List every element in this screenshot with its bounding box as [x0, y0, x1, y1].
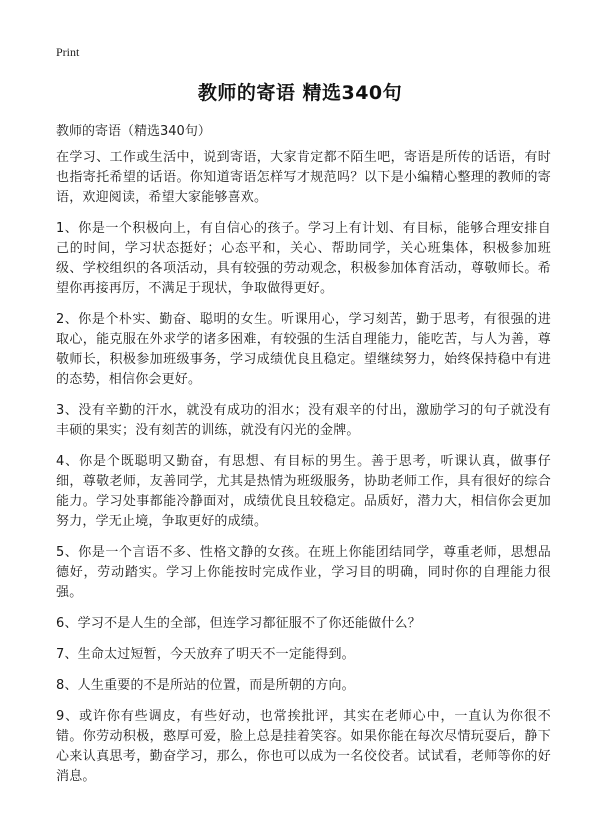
- quote-paragraph-3: 3、没有辛勤的汗水，就没有成功的泪水；没有艰辛的付出，激励学习的句子就没有丰硕的果实；没有刻苦的训练，就没有闪光的金牌。: [56, 403, 551, 438]
- quote-paragraph-6: 6、学习不是人生的全部，但连学习都征服不了你还能做什么？: [56, 616, 421, 631]
- quote-paragraph-1: 1、你是一个积极向上，有自信心的孩子。学习上有计划、有目标，能够合理安排自己的时间，学习状态挺好；心态平和，关心、帮助同学，关心班集体，积极参加班级、学校组织的各项活动，具有较强的劳动观念，积极参加体育活动，尊敬师长。希望你再接再厉，不满足于现状，争取做得更好。: [56, 221, 551, 296]
- article-body: [56, 148, 551, 798]
- quote-paragraph-2: 2、你是个朴实、勤奋、聪明的女生。听课用心，学习刻苦，勤于思考，有很强的进取心，能克服在外求学的诸多困难，有较强的生活自理能力，能吃苦，与人为善，尊敬师长，积极参加班级事务，学习成绩优良且稳定。望继续努力，始终保持稳中有进的态势，相信你会更好。: [56, 312, 551, 387]
- quote-paragraph-9: 9、或许你有些调皮，有些好动，也常挨批评，其实在老师心中，一直认为你很不错。你劳动积极，憨厚可爱，脸上总是挂着笑容。如果你能在每次尽情玩耍后，静下心来认真思考，勤奋学习，那么，你也可以成为一名佼佼者。试试看，老师等你的好消息。: [56, 709, 551, 784]
- page-title: 教师的寄语 精选340句: [197, 82, 403, 104]
- quote-paragraph-4: 4、你是个既聪明又勤奋，有思想、有目标的男生。善于思考，听课认真，做事仔细，尊敬老师，友善同学，尤其是热情为班级服务，协助老师工作，具有很好的综合能力。学习处事都能冷静面对，成绩优良且较稳定。品质好，潜力大，相信你会更加努力，学无止境，争取更好的成绩。: [56, 454, 551, 529]
- quote-paragraph-5: 5、你是一个言语不多、性格文静的女孩。在班上你能团结同学，尊重老师，思想品德好，劳动踏实。学习上你能按时完成作业，学习目的明确，同时你的自理能力很强。: [56, 545, 551, 600]
- article-subtitle: 教师的寄语（精选340句）: [56, 124, 211, 139]
- intro-paragraph: 在学习、工作或生活中，说到寄语，大家肯定都不陌生吧，寄语是所传的话语，有时也指寄托希望的话语。你知道寄语怎样写才规范吗？以下是小编精心整理的教师的寄语，欢迎阅读，希望大家能够喜欢。: [56, 150, 551, 205]
- print-link[interactable]: Print: [56, 45, 80, 59]
- quote-paragraph-8: 8、人生重要的不是所站的位置，而是所朝的方向。: [56, 678, 355, 693]
- quote-paragraph-7: 7、生命太过短暂，今天放弃了明天不一定能得到。: [56, 647, 355, 662]
